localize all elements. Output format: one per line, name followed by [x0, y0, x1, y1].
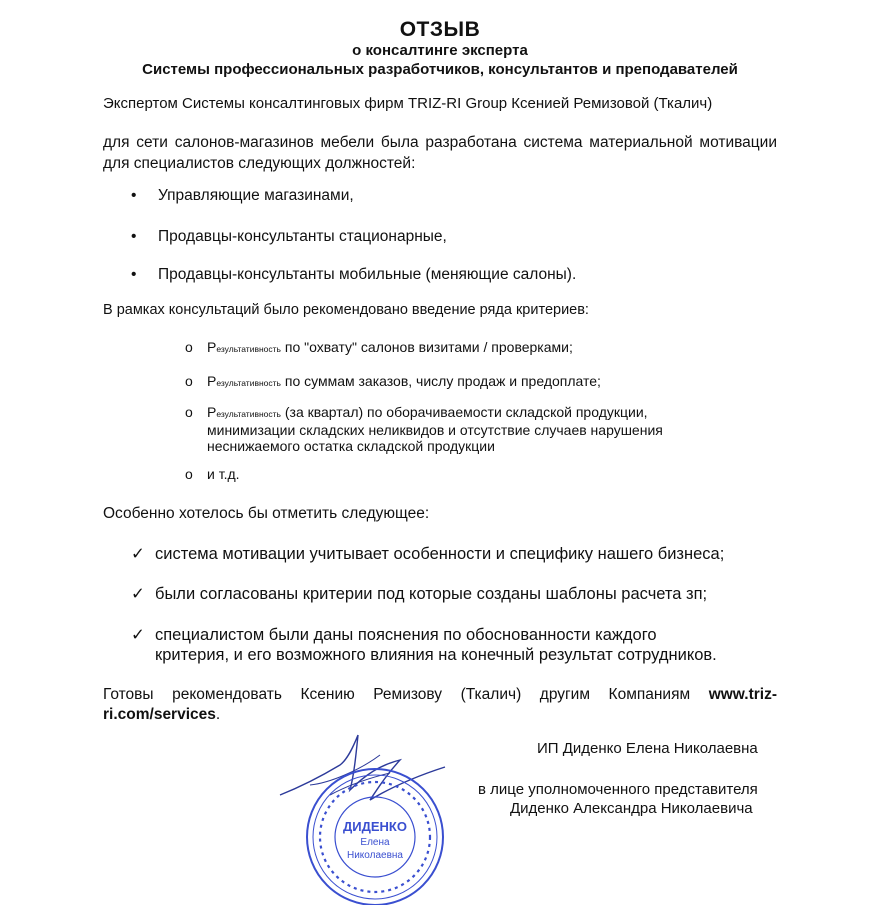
- document-title: ОТЗЫВ: [399, 18, 481, 41]
- bullet-icon: •: [131, 266, 137, 283]
- highlight-text-line2: критерия, и его возможного влияния на конечный результат сотрудников.: [155, 646, 717, 664]
- criterion-item: o Результативность по суммам заказов, числу продаж и предоплате;: [185, 373, 601, 389]
- position-item: [131, 266, 576, 284]
- position-label: Продавцы-консультанты мобильные (меняющие салоны).: [158, 266, 577, 283]
- criterion-text-line3: неснижаемого остатка складской продукции: [207, 438, 495, 454]
- representative-name: Диденко Александра Николаевича: [510, 800, 753, 817]
- services-link[interactable]: www.triz-ri.com/services: [103, 686, 777, 723]
- criterion-text: (за квартал) по оборачиваемости складской продукции,: [280, 404, 648, 420]
- highlight-item: [131, 625, 717, 665]
- criterion-text: и т.д.: [207, 466, 240, 482]
- highlight-item: [131, 544, 724, 564]
- recommendation-text: Готовы рекомендовать Ксению Ремизову (Ткалич) другим Компаниям: [103, 686, 709, 703]
- criterion-text: по "охвату" салонов визитами / проверками;: [280, 339, 573, 355]
- document-subtitle-organization: Системы профессиональных разработчиков, консультантов и преподавателей: [142, 61, 738, 78]
- representative-line: в лице уполномоченного представителя: [478, 781, 758, 798]
- circle-bullet-icon: o: [185, 466, 193, 482]
- intro-line: Экспертом Системы консалтинговых фирм TRIZ-RI Group Ксенией Ремизовой (Ткалич): [103, 95, 713, 112]
- signatory-name: ИП Диденко Елена Николаевна: [537, 740, 758, 757]
- position-label: Управляющие магазинами,: [158, 187, 354, 204]
- criterion-item: o Результативность (за квартал) по оборачиваемости складской продукции, минимизации складских неликвидов и отсутствие случаев нарушения неснижаемого остатка складской продукции: [185, 404, 663, 454]
- bullet-icon: •: [131, 187, 137, 204]
- criterion-text: по суммам заказов, числу продаж и предоплате;: [280, 373, 601, 389]
- official-stamp: [270, 725, 490, 905]
- stamp-name-line3: Николаевна: [347, 850, 403, 861]
- handwritten-signature: [280, 735, 445, 800]
- position-item: [131, 187, 354, 205]
- checkmark-icon: ✓: [131, 585, 145, 603]
- stamp-name-line1: ДИДЕНКО: [343, 819, 407, 834]
- position-label: Продавцы-консультанты стационарные,: [158, 228, 447, 245]
- intro-paragraph: для сети салонов-магазинов мебели была разработана система материальной мотивации для специалистов следующих должностей:: [103, 134, 777, 172]
- document-subtitle: о консалтинге эксперта: [352, 42, 528, 59]
- stamp-name-line2: Елена: [360, 837, 390, 848]
- highlight-text: специалистом были даны пояснения по обоснованности каждого: [155, 626, 657, 644]
- highlight-text: система мотивации учитывает особенности и специфику нашего бизнеса;: [155, 545, 725, 563]
- criterion-text-line2: минимизации складских неликвидов и отсутствие случаев нарушения: [207, 422, 663, 438]
- checkmark-icon: ✓: [131, 545, 145, 563]
- circle-bullet-icon: o: [185, 339, 193, 355]
- bullet-icon: •: [131, 228, 137, 245]
- highlight-text: были согласованы критерии под которые созданы шаблоны расчета зп;: [155, 585, 708, 603]
- criterion-item: o Результативность по "охвату" салонов визитами / проверками;: [185, 339, 573, 355]
- criterion-item: [185, 466, 240, 482]
- position-item: [131, 228, 447, 246]
- criteria-intro: В рамках консультаций было рекомендовано введение ряда критериев:: [103, 302, 589, 318]
- circle-bullet-icon: o: [185, 404, 193, 420]
- circle-bullet-icon: o: [185, 373, 193, 389]
- recommendation-paragraph: [103, 685, 777, 725]
- highlight-intro: Особенно хотелось бы отметить следующее:: [103, 505, 430, 522]
- highlight-item: [131, 584, 707, 604]
- recommendation-end: .: [215, 706, 221, 723]
- checkmark-icon: ✓: [131, 626, 145, 644]
